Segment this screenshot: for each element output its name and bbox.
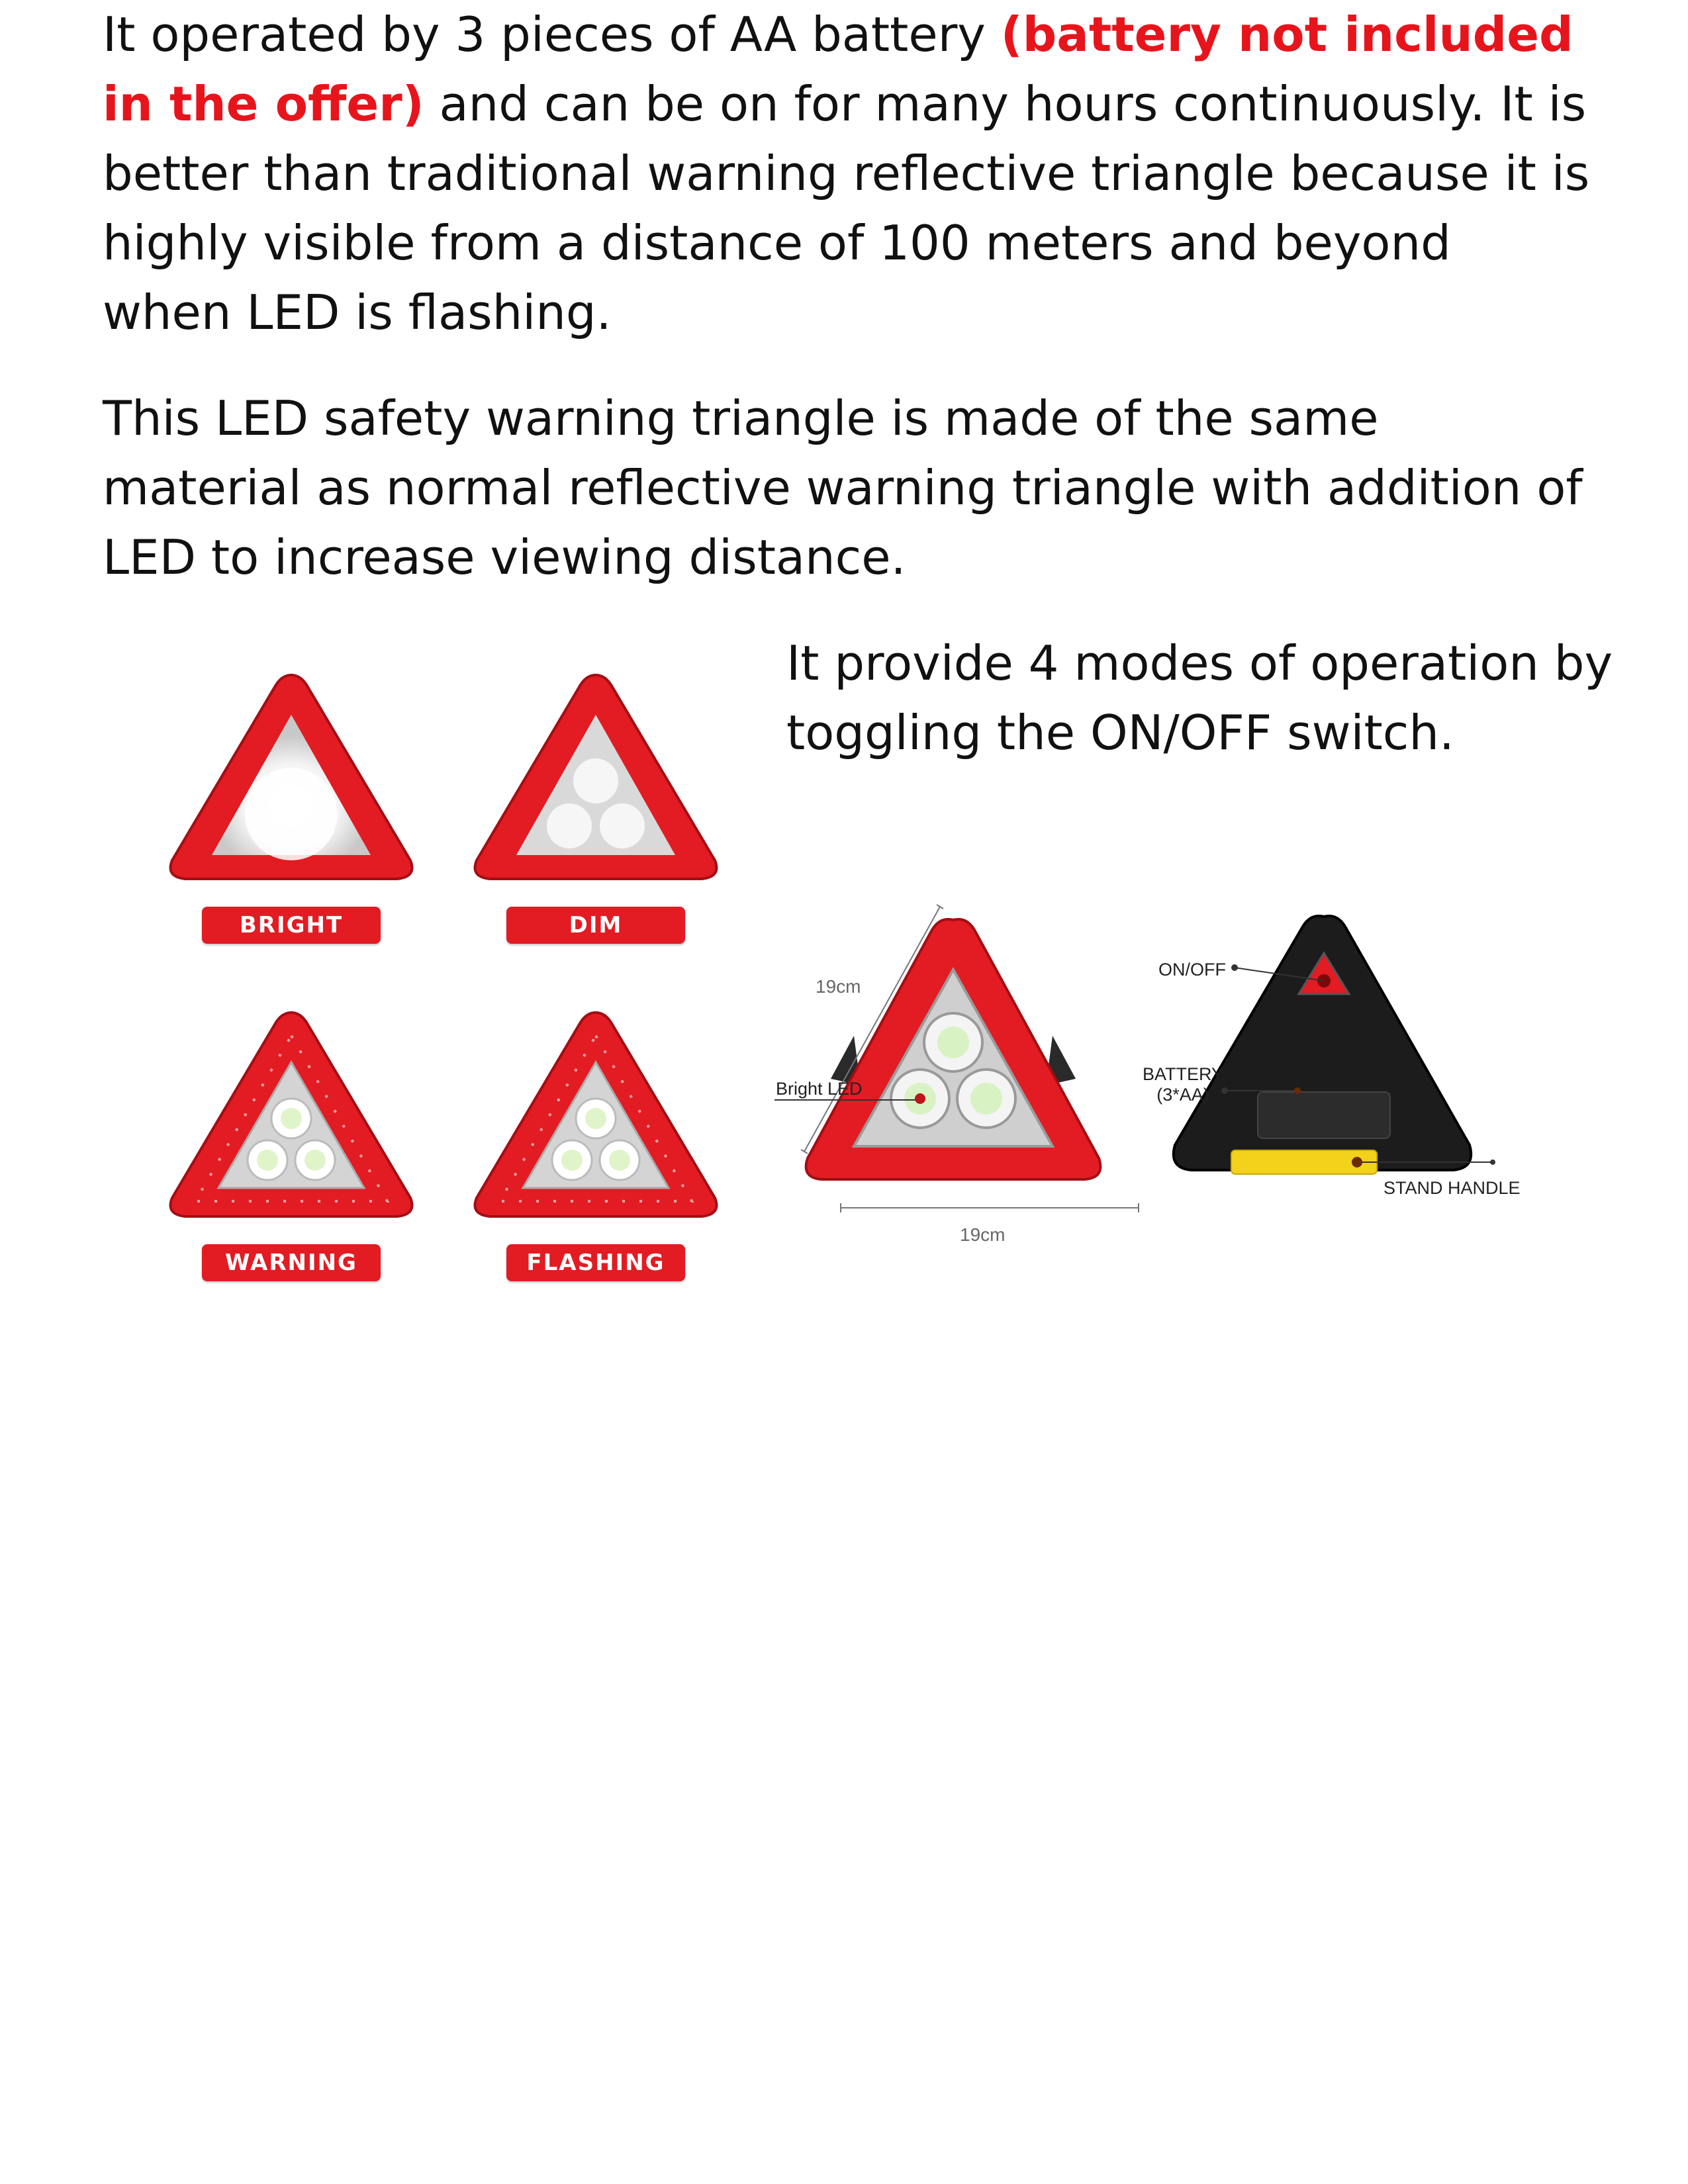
paragraph-modes: It provide 4 modes of operation by toggling the ON/OFF switch. <box>786 635 1613 760</box>
on-off-label: ON/OFF <box>1158 960 1226 979</box>
mode-bright <box>159 662 424 938</box>
product-diagram <box>768 887 1549 1257</box>
mode-grid <box>159 662 741 1310</box>
battery-not-included-note: (battery not included in the offer) <box>103 7 1573 132</box>
warning-triangle-bright-icon <box>159 662 424 887</box>
warning-triangle-flashing-icon <box>463 999 728 1224</box>
warning-triangle-dim-icon <box>463 662 728 887</box>
battery-label-line2: (3*AA) <box>1156 1085 1209 1105</box>
mode-warning <box>159 999 424 1276</box>
height-dimension-label: 19cm <box>816 976 861 997</box>
paragraph-battery-end: and can be on for many hours continuously. It is better than traditional warning reflective triangle because it is highly visible from a distance of 100 meters and beyond when LED is flashing. <box>103 76 1590 340</box>
paragraph-material: This LED safety warning triangle is made of the same material as normal reflective warning triangle with addition of LED to increase viewing distance. <box>103 390 1583 585</box>
paragraph-battery-start: It operated by 3 pieces of AA battery <box>103 7 1001 62</box>
width-dimension-label: 19cm <box>960 1224 1006 1245</box>
stand-handle-label: STAND HANDLE <box>1383 1178 1521 1198</box>
mode-label-bright: BRIGHT <box>202 907 381 944</box>
mode-label-flashing: FLASHING <box>506 1244 685 1281</box>
battery-compartment <box>1258 1092 1390 1138</box>
mode-label-dim: DIM <box>506 907 685 944</box>
mode-label-warning: WARNING <box>202 1244 381 1281</box>
bright-led-label: Bright LED <box>776 1079 863 1099</box>
battery-label-line1: BATTERY <box>1142 1064 1224 1084</box>
warning-triangle-warning-icon <box>159 999 424 1224</box>
mode-dim <box>463 662 728 938</box>
battery-label <box>1137 1064 1229 1105</box>
paragraph-battery <box>103 0 1592 347</box>
mode-flashing <box>463 999 728 1276</box>
